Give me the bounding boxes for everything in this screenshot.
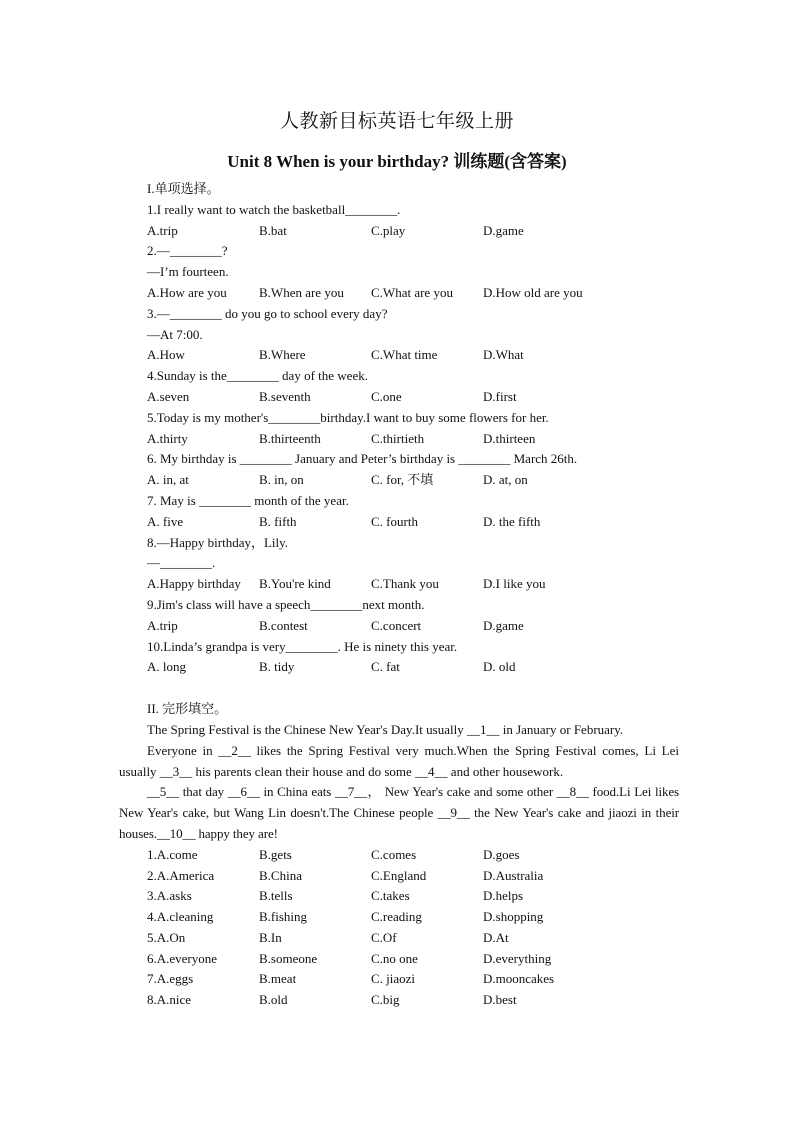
option-a: A.Happy birthday [147, 576, 241, 592]
option-a: 2.A.America [147, 867, 215, 883]
cloze-question-5 [147, 928, 687, 949]
option-b: B.thirteenth [259, 430, 321, 446]
question-8 [147, 533, 687, 595]
option-a: A. five [147, 513, 184, 529]
option-d: D.Australia [483, 867, 544, 883]
option-b: B.seventh [259, 388, 311, 404]
option-c: C. jiaozi [371, 971, 416, 987]
option-a: A. in, at [147, 472, 189, 488]
option-d: D.thirteen [483, 430, 536, 446]
option-d: D.At [483, 929, 509, 945]
option-b: B.Where [259, 347, 306, 363]
question-4 [147, 366, 687, 408]
option-a: A.How [147, 347, 185, 363]
option-a: 7.A.eggs [147, 971, 194, 987]
section-spacer [147, 678, 687, 699]
options-row [147, 387, 687, 408]
question-text: 1.I really want to watch the basketball________. [147, 201, 401, 217]
option-b: B.meat [259, 971, 297, 987]
cloze-question-1 [147, 845, 687, 866]
option-b: B. tidy [259, 659, 295, 675]
question-7 [147, 491, 687, 533]
options-row [147, 616, 687, 637]
option-c: C.Thank you [371, 576, 439, 592]
option-d: D.helps [483, 888, 524, 904]
option-c: C.England [371, 867, 427, 883]
option-b: B.China [259, 867, 302, 883]
option-b: B. fifth [259, 513, 297, 529]
question-10 [147, 637, 687, 679]
option-c: C.takes [371, 888, 410, 904]
option-d: D.best [483, 992, 517, 1008]
option-d: D.everything [483, 950, 552, 966]
option-d: D. at, on [483, 472, 528, 488]
option-d: D.game [483, 222, 524, 238]
option-c: C.comes [371, 846, 417, 862]
option-d: D.first [483, 388, 517, 404]
option-a: A.trip [147, 222, 178, 238]
option-a: 5.A.On [147, 929, 186, 945]
option-c: C.big [371, 992, 400, 1008]
option-c: C. fourth [371, 513, 418, 529]
option-a: A. long [147, 659, 186, 675]
cloze-question-2 [147, 866, 687, 887]
option-b: B.In [259, 929, 282, 945]
question-5 [147, 408, 687, 450]
document-title: 人教新目标英语七年级上册 [279, 111, 514, 132]
option-a: 1.A.come [147, 846, 198, 862]
section1-heading: I.单项选择。 [147, 181, 220, 196]
question-text: 8.—Happy birthday，Lily. [147, 534, 289, 550]
option-b: B.gets [259, 846, 292, 862]
question-6 [147, 449, 687, 491]
question-text: 7. May is ________ month of the year. [147, 492, 349, 508]
options-row [147, 470, 687, 491]
options-row [147, 283, 687, 304]
option-d: D.shopping [483, 909, 544, 925]
question-text: 10.Linda’s grandpa is very________. He is ninety this year. [147, 638, 458, 654]
option-c: C.concert [371, 617, 422, 633]
question-9 [147, 595, 687, 637]
option-d: D.How old are you [483, 284, 583, 300]
option-b: B.You're kind [259, 576, 331, 592]
option-d: D.game [483, 617, 524, 633]
option-c: C.What time [371, 347, 438, 363]
document-subtitle: Unit 8 When is your birthday? 训练题(含答案) [227, 152, 567, 171]
option-b: B.When are you [259, 284, 344, 300]
option-a: A.How are you [147, 284, 227, 300]
option-c: C.no one [371, 950, 418, 966]
option-b: B.fishing [259, 909, 308, 925]
option-a: 3.A.asks [147, 888, 192, 904]
section2-heading: II. 完形填空。 [147, 701, 228, 717]
option-b: B.someone [259, 950, 318, 966]
passage-paragraph: __5__ that day __6__ in China eats __7__， New Year's cake and some other __8__ food.Li Lei likes New Year's cake, but Wang Lin doesn't.The Chinese people __9__ the New Year's cake and jiaozi in their houses.__10__ happy they are! [119, 784, 679, 841]
option-a: A.trip [147, 617, 178, 633]
option-d: D. old [483, 659, 516, 675]
option-c: C.reading [371, 909, 422, 925]
option-c: C.What are you [371, 284, 453, 300]
question-text: 9.Jim's class will have a speech________next month. [147, 596, 425, 612]
question-text: 2.—________? [147, 243, 228, 259]
option-b: B.contest [259, 617, 308, 633]
options-row [147, 221, 687, 242]
question-text: 6. My birthday is ________ January and Peter’s birthday is ________ March 26th. [147, 451, 578, 467]
question-3 [147, 304, 687, 366]
cloze-question-7 [147, 969, 687, 990]
question-text: 5.Today is my mother's________birthday.I want to buy some flowers for her. [147, 409, 549, 425]
options-row [147, 512, 687, 533]
options-row [147, 429, 687, 450]
option-a: A.seven [147, 388, 190, 404]
options-row [147, 345, 687, 366]
option-c: C.one [371, 388, 402, 404]
option-a: 6.A.everyone [147, 950, 218, 966]
option-c: C.play [371, 222, 406, 238]
option-d: D.mooncakes [483, 971, 555, 987]
passage-paragraph: The Spring Festival is the Chinese New Year's Day.It usually __1__ in January or February. [147, 721, 624, 737]
options-row [147, 657, 687, 678]
option-c: C. for, 不填 [371, 472, 434, 488]
question-text: —At 7:00. [147, 326, 203, 342]
option-d: D.goes [483, 846, 520, 862]
option-b: B. in, on [259, 472, 304, 488]
options-row [147, 574, 687, 595]
question-text: —________. [147, 555, 216, 571]
cloze-question-8 [147, 990, 687, 1011]
question-2 [147, 241, 687, 303]
cloze-question-3 [147, 886, 687, 907]
cloze-passage [119, 720, 687, 845]
option-b: B.bat [259, 222, 287, 238]
option-a: A.thirty [147, 430, 188, 446]
question-text: 4.Sunday is the________ day of the week. [147, 368, 368, 384]
option-d: D. the fifth [483, 513, 541, 529]
option-b: B.tells [259, 888, 293, 904]
option-d: D.What [483, 347, 524, 363]
option-c: C.thirtieth [371, 430, 425, 446]
cloze-question-4 [147, 907, 687, 928]
option-c: C.Of [371, 929, 397, 945]
option-b: B.old [259, 992, 288, 1008]
option-a: 4.A.cleaning [147, 909, 214, 925]
question-text: 3.—________ do you go to school every day? [147, 305, 388, 321]
option-d: D.I like you [483, 576, 546, 592]
option-c: C. fat [371, 659, 400, 675]
cloze-question-6 [147, 949, 687, 970]
option-a: 8.A.nice [147, 992, 192, 1008]
passage-paragraph: Everyone in __2__ likes the Spring Festival very much.When the Spring Festival comes, Li Lei usually __3__ his parents clean their house and do some __4__ and other housework. [119, 742, 679, 779]
question-1 [147, 200, 687, 242]
content [119, 179, 687, 1011]
question-text: —I’m fourteen. [147, 264, 229, 280]
